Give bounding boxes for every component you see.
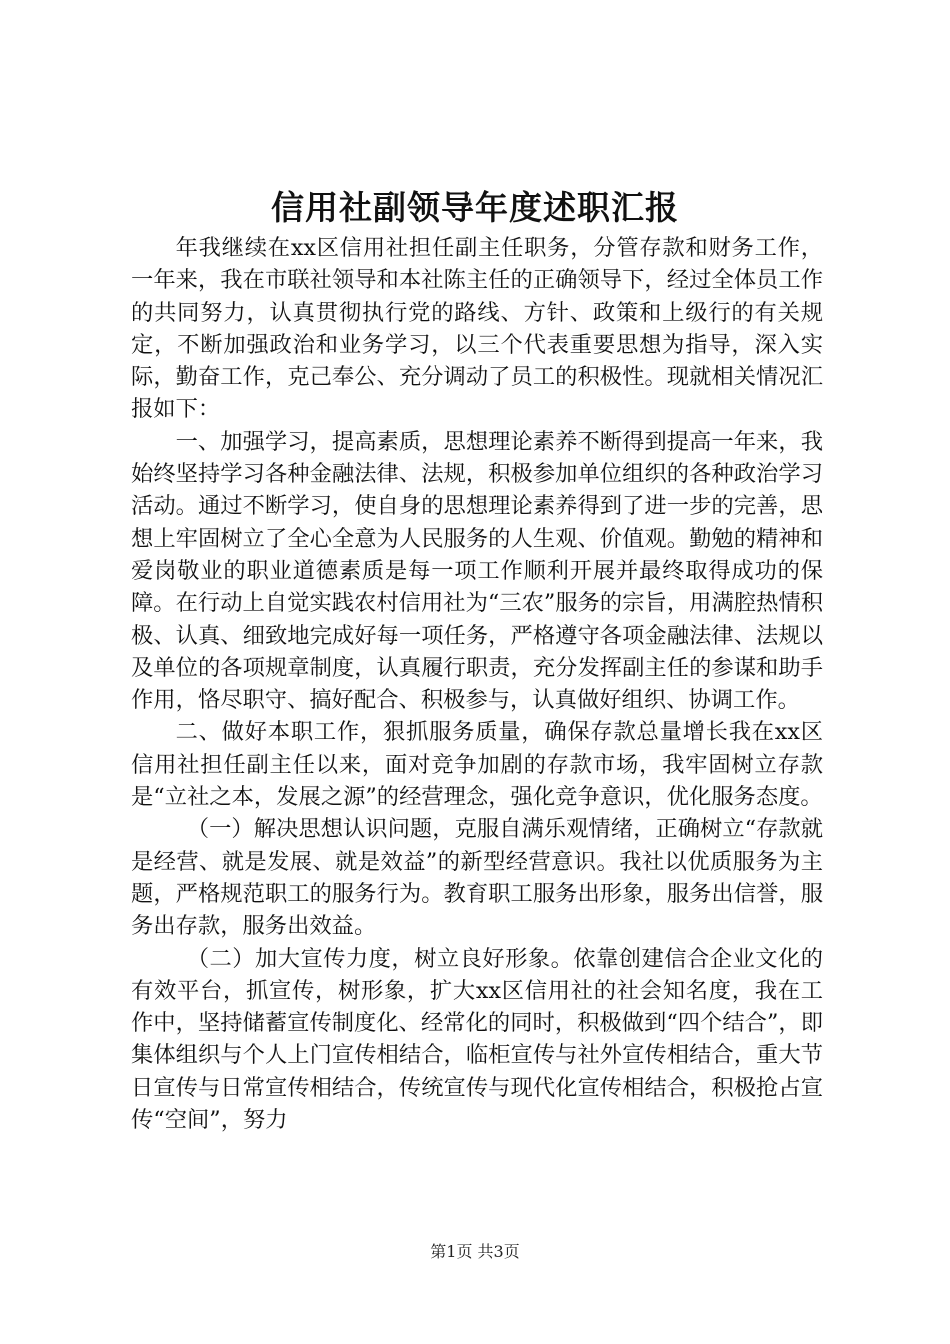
paragraph-subsection-two: （二）加大宣传力度，树立良好形象。依靠创建信合企业文化的有效平台，抓宣传，树形象，扩大xx区信用社的社会知名度，我在工作中，坚持储蓄宣传制度化、经常化的同时，积极做到“四个结合”，即集体组织与个人上门宣传相结合，临柜宣传与社外宣传相结合，重大节日宣传与日常宣传相结合，传统宣传与现代化宣传相结合，积极抢占宣传“空间”，努力 xyxy=(131,945,823,1134)
paragraph-section-two: 二、做好本职工作，狠抓服务质量，确保存款总量增长我在xx区信用社担任副主任以来，面对竞争加剧的存款市场，我牢固树立存款是“立社之本，发展之源”的经营理念，强化竞争意识，优化服务态度。 xyxy=(131,719,823,811)
document-body xyxy=(131,232,823,1136)
document-title: 信用社副领导年度述职汇报 xyxy=(271,188,679,227)
paragraph-section-one: 一、加强学习，提高素质，思想理论素养不断得到提高一年来，我始终坚持学习各种金融法律、法规，积极参加单位组织的各种政治学习活动。通过不断学习，使自身的思想理论素养得到了进一步的完善，思想上牢固树立了全心全意为人民服务的人生观、价值观。勤勉的精神和爱岗敬业的职业道德素质是每一项工作顺利开展并最终取得成功的保障。在行动上自觉实践农村信用社为“三农”服务的宗旨，用满腔热情积极、认真、细致地完成好每一项任务，严格遵守各项金融法律、法规以及单位的各项规章制度，认真履行职责，充分发挥副主任的参谋和助手作用，恪尽职守、搞好配合、积极参与，认真做好组织、协调工作。 xyxy=(131,428,823,714)
page-footer: 第1页 共3页 xyxy=(430,1242,520,1261)
paragraph-intro: 年我继续在xx区信用社担任副主任职务，分管存款和财务工作，一年来，我在市联社领导和本社陈主任的正确领导下，经过全体员工作的共同努力，认真贯彻执行党的路线、方针、政策和上级行的有关规定，不断加强政治和业务学习，以三个代表重要思想为指导，深入实际，勤奋工作，克己奉公、充分调动了员工的积极性。现就相关情况汇报如下： xyxy=(131,235,823,423)
paragraph-subsection-one: （一）解决思想认识问题，克服自满乐观情绪，正确树立“存款就是经营、就是发展、就是效益”的新型经营意识。我社以优质服务为主题，严格规范职工的服务行为。教育职工服务出形象，服务出信誉，服务出存款，服务出效益。 xyxy=(131,816,823,940)
